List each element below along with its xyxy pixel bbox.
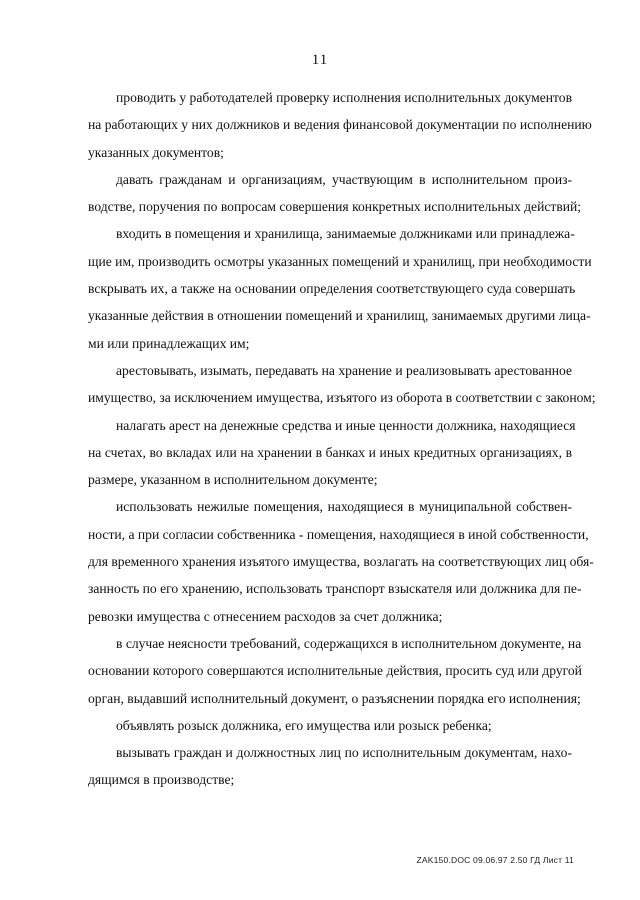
text-line: занность по его хранению, использовать транспорт взыскателя или должника для пе- xyxy=(88,581,582,597)
text-line: орган, выдавший исполнительный документ, о разъяснении порядка его исполнения; xyxy=(88,690,581,706)
text-line: вызывать граждан и должностных лиц по исполнительным документам, нахо- xyxy=(116,745,572,761)
text-line: указанные действия в отношении помещений и хранилищ, занимаемых другими лица- xyxy=(88,308,591,324)
text-line: указанных документов; xyxy=(88,144,224,160)
text-line: входить в помещения и хранилища, занимаемые должниками или принадлежа- xyxy=(116,226,575,242)
text-line: основании которого совершаются исполнительные действия, просить суд или другой xyxy=(88,663,582,679)
text-line: объявлять розыск должника, его имущества или розыск ребенка; xyxy=(116,717,492,733)
footer-file-info: ZAK150.DOC 09.06.97 2.50 ГД Лист 11 xyxy=(416,855,574,865)
text-line: арестовывать, изымать, передавать на хранение и реализовывать арестованное xyxy=(116,362,572,378)
body-text xyxy=(88,84,596,794)
text-line: дящимся в производстве; xyxy=(88,772,235,788)
text-line: имущество, за исключением имущества, изъятого из оборота в соответствии с законом; xyxy=(88,390,596,406)
paragraph xyxy=(88,493,594,629)
paragraph xyxy=(88,357,596,412)
paragraph xyxy=(88,166,582,221)
text-line: вскрывать их, а также на основании определения соответствующего суда совершать xyxy=(88,281,576,297)
paragraph xyxy=(88,84,592,166)
paragraph xyxy=(88,630,582,712)
text-line: щие им, производить осмотры указанных помещений и хранилищ, при необходимости xyxy=(88,253,592,269)
text-line: в случае неясности требований, содержащихся в исполнительном документе, на xyxy=(116,635,582,651)
text-line: проводить у работодателей проверку исполнения исполнительных документов xyxy=(116,90,572,105)
text-line: на работающих у них должников и ведения финансовой документации по исполнению xyxy=(88,117,592,133)
text-line: размере, указанном в исполнительном документе; xyxy=(88,472,378,488)
text-line: для временного хранения изъятого имущества, возлагать на соответствующих лиц обя- xyxy=(88,554,594,570)
text-line: водстве, поручения по вопросам совершения конкретных исполнительных действий; xyxy=(88,199,582,215)
paragraph xyxy=(88,712,572,739)
text-line: давать гражданам и организациям, участвующим в исполнительном произ- xyxy=(116,171,572,187)
text-line: ми или принадлежащих им; xyxy=(88,335,250,351)
paragraph xyxy=(88,739,572,794)
paragraph xyxy=(88,220,592,356)
page-number: 11 xyxy=(311,52,329,68)
text-line: на счетах, во вкладах или на хранении в банках и иных кредитных организациях, в xyxy=(88,444,572,460)
text-line: использовать нежилые помещения, находящиеся в муниципальной собствен- xyxy=(116,499,572,515)
text-line: ревозки имущества с отнесением расходов за счет должника; xyxy=(88,608,443,624)
text-line: ности, а при согласии собственника - помещения, находящиеся в иной собственности, xyxy=(88,526,589,542)
text-line: налагать арест на денежные средства и иные ценности должника, находящиеся xyxy=(116,417,576,433)
paragraph xyxy=(88,412,576,494)
